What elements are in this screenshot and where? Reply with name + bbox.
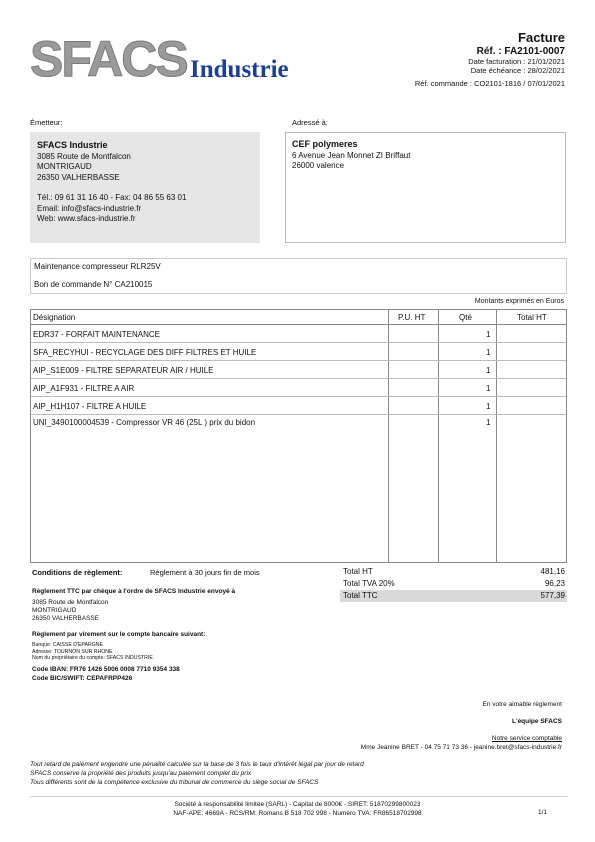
emetteur-address3: 26350 VALHERBASSE [37, 172, 120, 182]
row-qte: 1 [486, 384, 491, 393]
row-qte: 1 [486, 418, 491, 427]
emetteur-email: Email: info@sfacs-industrie.fr [37, 203, 142, 213]
logo-industrie-text: Industrie [190, 56, 289, 83]
emetteur-name: SFACS Industrie [37, 140, 108, 150]
header-pu: P.U. HT [398, 313, 426, 322]
objet-box [30, 258, 567, 294]
total-ht-label: Total HT [343, 567, 373, 576]
table-row [31, 379, 566, 397]
cheque-address1: 3085 Route de Montfalcon [32, 599, 109, 606]
table-row [31, 325, 566, 343]
total-tva-value: 96,23 [544, 579, 565, 588]
table-header [31, 310, 566, 325]
signature-line2: L'équipe SFACS [512, 718, 562, 725]
invoice-header [415, 30, 565, 88]
objet-line1: Maintenance compresseur RLR25V [34, 262, 161, 271]
currency-note: Montants exprimés en Euros [474, 298, 564, 305]
invoice-title: Facture [518, 30, 565, 45]
company-logo [30, 30, 320, 88]
total-ttc-label: Total TTC [343, 591, 378, 600]
footer-divider [30, 796, 567, 797]
conditions-value: Règlement à 30 jours fin de mois [150, 568, 260, 577]
legal-line1: Tout retard de paiement engendre une pénalité calculée sur la base de 3 fois le taux d'intérêt légal par jour de retard [30, 761, 364, 768]
invoice-ref: Réf. : FA2101-0007 [476, 46, 565, 57]
row-qte: 1 [486, 330, 491, 339]
table-row [31, 343, 566, 361]
row-designation: AIP_S1E009 - FILTRE SEPARATEUR AIR / HUILE [33, 366, 214, 375]
emetteur-box [30, 132, 260, 243]
emetteur-address1: 3085 Route de Montfalcon [37, 151, 131, 161]
conditions-label: Conditions de règlement: [32, 568, 123, 577]
total-tva-label: Total TVA 20% [343, 579, 395, 588]
bank-owner: Nom du propriétaire du compte: SFACS INDUSTRIE [32, 655, 153, 661]
destinataire-address2: 26000 valence [292, 161, 345, 170]
row-designation: AIP_A1F931 - FILTRE A AIR [33, 384, 135, 393]
total-ht-row [340, 566, 567, 578]
cheque-address3: 26350 VALHERBASSE [32, 615, 100, 622]
footer-line1: Société à responsabilité limitée (SARL) - Capital de 8000€ - SIRET: 51870299800023 [174, 801, 421, 808]
cheque-address2: MONTRIGAUD [32, 607, 77, 614]
emetteur-address2: MONTRIGAUD [37, 162, 92, 171]
signature-line4: Mme Jeanine BRET - 04 75 71 73 36 - jeanine.bret@sfacs-industrie.fr [360, 744, 562, 751]
table-row [31, 361, 566, 379]
date-facturation: Date facturation : 21/01/2021 [468, 57, 565, 66]
legal-notice [30, 760, 364, 787]
bank-name: Banque: CAISSE D'EPARGNE [32, 642, 103, 648]
destinataire-box [285, 132, 566, 243]
bank-address: Adresse: TOURNON SUR RHONE [32, 648, 113, 655]
total-ttc-value: 577,39 [540, 591, 565, 600]
header-total: Total HT [517, 313, 547, 322]
emetteur-label: Émetteur: [30, 118, 63, 127]
destinataire-name: CEF polymeres [292, 139, 358, 149]
total-ht-value: 481,16 [540, 567, 565, 576]
virement-title: Règlement par virement sur le compte bancaire suivant: [32, 631, 206, 638]
row-qte: 1 [486, 402, 491, 411]
emetteur-tel: Tél.: 09 61 31 16 40 - Fax: 04 86 55 63 01 [37, 193, 187, 202]
page-number: 1/1 [537, 809, 547, 816]
row-designation: AIP_H1H107 - FILTRE A HUILE [33, 402, 147, 411]
legal-line3: Tous différents sont de la compétence exclusive du tribunal de commerce du siège social de SFACS [30, 779, 319, 786]
row-qte: 1 [486, 348, 491, 357]
total-tva-row [340, 578, 567, 590]
ref-commande: Réf. commande : CO2101-1816 / 07/01/2021 [414, 79, 565, 88]
row-qte: 1 [486, 366, 491, 375]
logo-sfacs-text: SFACS [30, 31, 187, 87]
total-ttc-row [340, 590, 567, 602]
objet-line2: Bon de commande N° CA210015 [34, 280, 153, 289]
signature-line3: Notre service comptable [491, 735, 562, 742]
row-designation: UNI_3490100004539 - Compressor VR 46 (25L ) prix du bidon [33, 418, 256, 427]
destinataire-address1: 6 Avenue Jean Monnet ZI Briffaut [292, 150, 411, 160]
cheque-title: Règlement TTC par chèque à l'ordre de SFACS Industrie envoyé à [32, 588, 236, 595]
iban: Code IBAN: FR76 1426 5006 0008 7710 9354 338 [32, 666, 180, 673]
row-designation: EDR37 - FORFAIT MAINTENANCE [33, 330, 160, 339]
table-row [31, 413, 566, 430]
bank-details [32, 642, 153, 662]
legal-line2: SFACS conserve la propriété des produits jusqu'au paiement complet du prix [30, 770, 252, 777]
header-qte: Qté [459, 313, 472, 322]
date-echeance: Date échéance : 28/02/2021 [470, 66, 565, 75]
row-designation: SFA_RECYHUI - RECYCLAGE DES DIFF FILTRES ET HUILE [33, 348, 257, 357]
bic: Code BIC/SWIFT: CEPAFRPP426 [32, 675, 133, 682]
header-designation: Désignation [33, 313, 76, 322]
emetteur-web: Web: www.sfacs-industrie.fr [37, 214, 136, 223]
cheque-address [32, 599, 108, 623]
signature-line1: En votre aimable règlement [482, 701, 562, 708]
items-table [30, 309, 567, 563]
footer-line2: NAF-APE: 4669A - RCS/RM: Romans B 518 702 998 - Numéro TVA: FR86518702998 [173, 810, 422, 817]
destinataire-label: Adressé à: [292, 118, 328, 127]
